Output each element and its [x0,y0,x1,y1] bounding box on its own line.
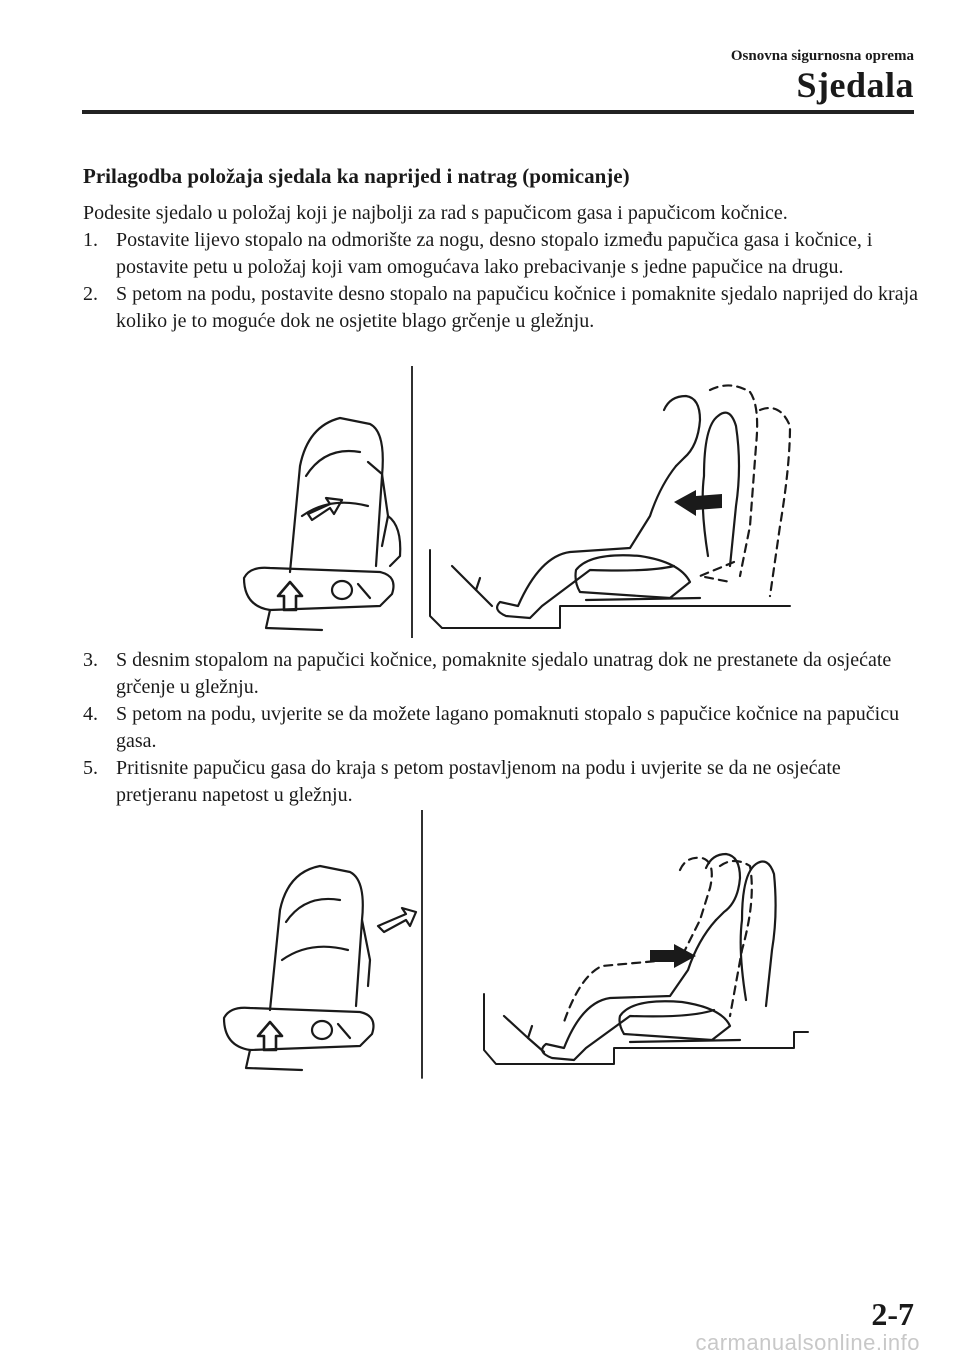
forward-arrow-icon [674,490,722,516]
page-number: 2-7 [871,1296,914,1332]
step-item: 2. S petom na podu, postavite desno stopalo na papučicu kočnice i pomaknite sjedalo naprijed do kraja koliko je to moguće dok ne osjetite blago grčenje u gležnju. [83,283,919,332]
figure-seat-forward [230,366,800,638]
seat-illustration [224,866,416,1070]
intro-paragraph: Podesite sjedalo u položaj koji je najbolji za rad s papučicom gasa i papučicom kočnice. [83,202,788,224]
step-item: 1. Postavite lijevo stopalo na odmorište za nogu, desno stopalo između papučica gasa i kočnice, i postavite petu u položaj koji vam omogućava lako prebacivanje s jedne papučice na drugu. [83,229,873,278]
step-item: 5. Pritisnite papučicu gasa do kraja s petom postavljenom na podu i uvjerite se da ne osjećate pretjeranu napetost u gležnju. [83,757,841,806]
driver-scene [430,385,790,628]
step-item: 4. S petom na podu, uvjerite se da možete lagano pomaknuti stopalo s papučice kočnice na papučicu gasa. [83,703,900,752]
page-title: Sjedala [796,65,914,105]
watermark: carmanualsonline.info [695,1330,920,1355]
step-list-a [83,227,923,335]
header-section-label: Osnovna sigurnosna oprema [730,48,914,64]
driver-scene [484,854,808,1064]
step-list-b [83,647,923,809]
section-heading: Prilagodba položaja sjedala ka naprijed i natrag (pomicanje) [83,164,630,188]
figure-seat-backward [210,810,810,1082]
seat-illustration [244,418,400,630]
step-item: 3. S desnim stopalom na papučici kočnice, pomaknite sjedalo unatrag dok ne prestanete da osjećate grčenje u gležnju. [83,649,892,698]
header-divider [82,110,914,114]
